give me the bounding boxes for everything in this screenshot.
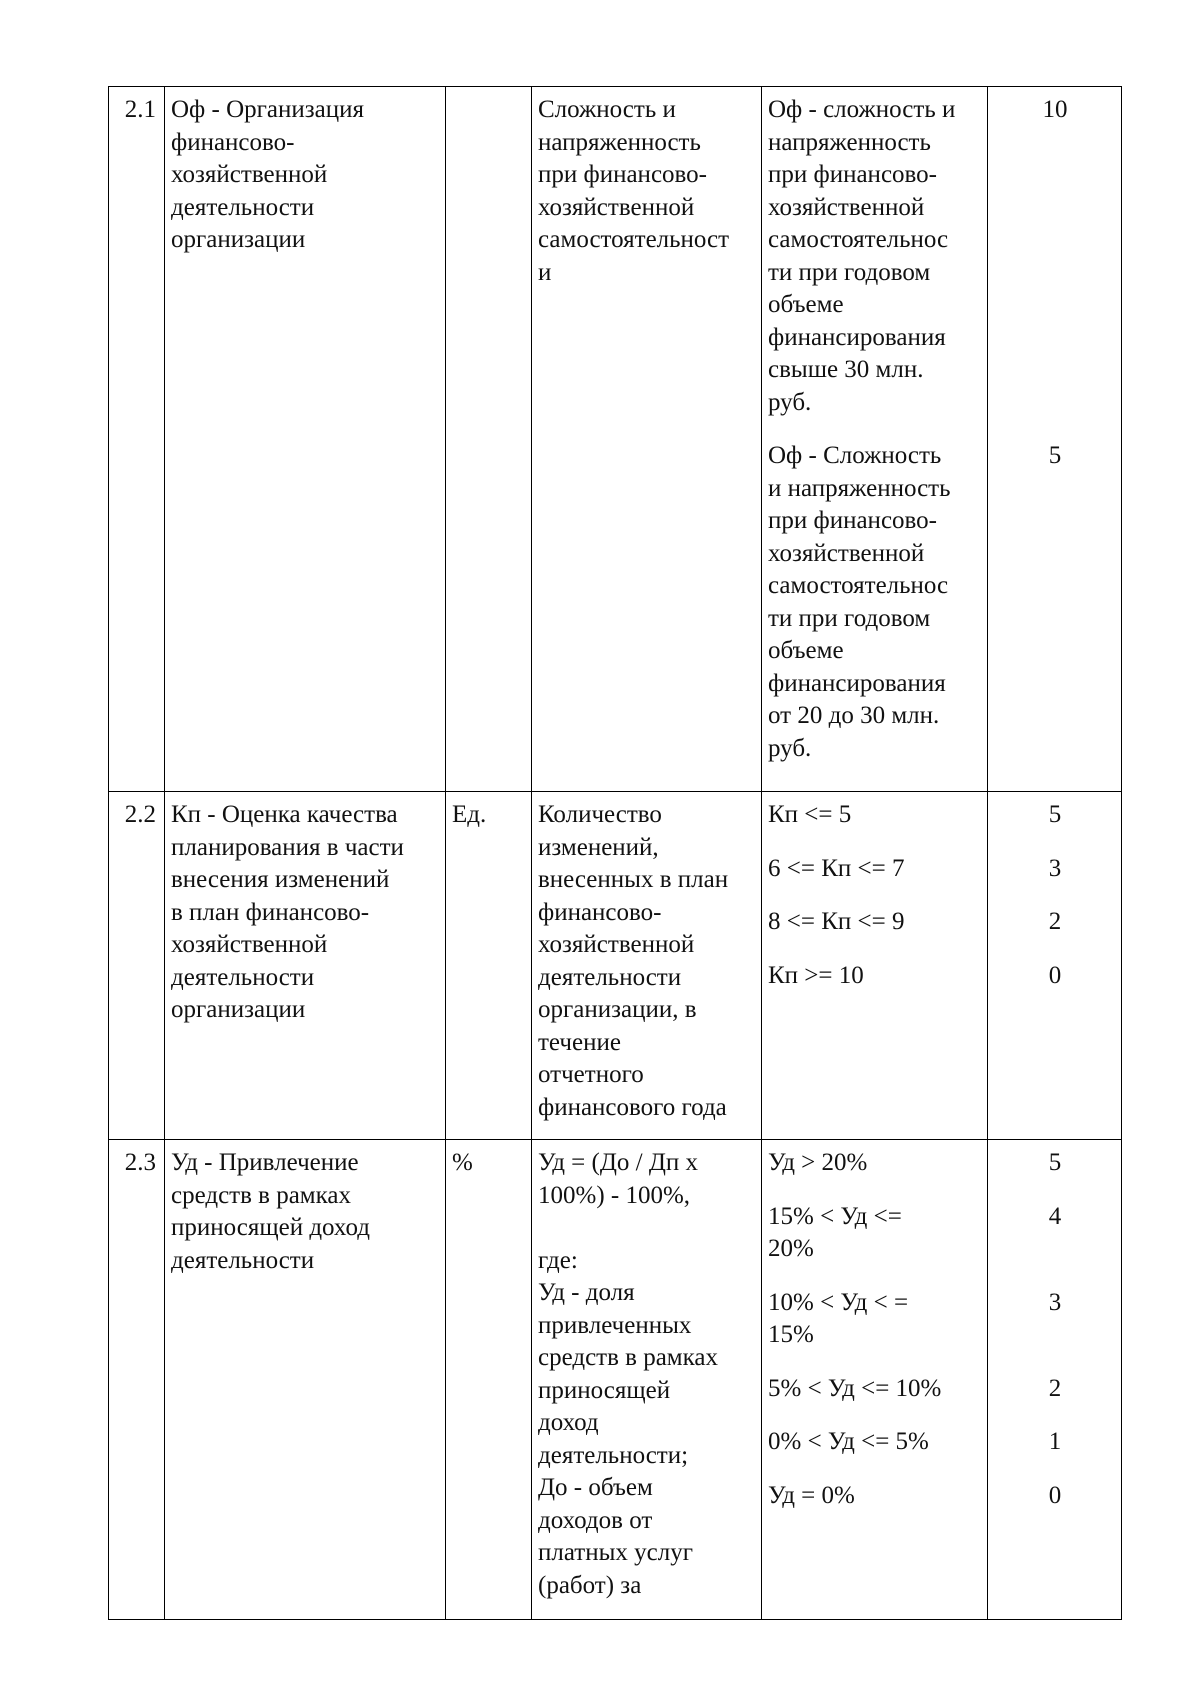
calculation-line: внесенных в план bbox=[538, 866, 729, 893]
condition-line: и напряженность bbox=[768, 474, 951, 502]
condition-line: самостоятельнос bbox=[768, 572, 949, 599]
calculation-line: Уд = (До / Дп x bbox=[538, 1149, 699, 1176]
indicator-name-line: организации bbox=[171, 226, 306, 253]
score-list bbox=[988, 1140, 1122, 1620]
calculation-line: платных услуг bbox=[538, 1539, 693, 1566]
indicator-name-line: в план финансово- bbox=[171, 898, 370, 926]
condition-item bbox=[768, 94, 982, 419]
indicator-name bbox=[165, 792, 446, 1140]
calculation-line: Количество bbox=[538, 801, 662, 828]
indicator-name-line: финансово- bbox=[171, 128, 295, 156]
table-row bbox=[109, 87, 1122, 792]
unit-of-measure: % bbox=[446, 1140, 532, 1620]
indicator-name-line: внесения изменений bbox=[171, 866, 390, 893]
calculation-description bbox=[532, 1140, 762, 1620]
calculation-description bbox=[532, 792, 762, 1140]
score-value: 2 bbox=[1048, 1374, 1062, 1402]
condition-item bbox=[768, 1373, 982, 1406]
condition-item bbox=[768, 1426, 982, 1459]
calculation-line: средств в рамках bbox=[538, 1344, 718, 1371]
indicator-name-line: деятельности bbox=[171, 963, 315, 991]
calculation-line: течение bbox=[538, 1028, 621, 1056]
condition-line: 5% < Уд <= 10% bbox=[768, 1374, 942, 1402]
condition-line: ти при годовом bbox=[768, 604, 931, 632]
score-list bbox=[988, 792, 1122, 1140]
score-value: 10 bbox=[1042, 96, 1068, 123]
condition-line: 8 <= Кп <= 9 bbox=[768, 908, 905, 935]
condition-line: свыше 30 млн. bbox=[768, 356, 924, 383]
score-list bbox=[988, 87, 1122, 792]
condition-line: 15% < Уд <= bbox=[768, 1202, 902, 1230]
calculation-line: хозяйственной bbox=[538, 193, 695, 221]
condition-item bbox=[768, 1201, 982, 1266]
calculation-line: Уд - доля bbox=[538, 1279, 635, 1306]
calculation-line bbox=[538, 1212, 756, 1245]
condition-line: хозяйственной bbox=[768, 539, 925, 567]
condition-item bbox=[768, 1480, 982, 1513]
indicator-name bbox=[165, 87, 446, 792]
condition-line: 15% bbox=[768, 1321, 814, 1348]
condition-line: Кп >= 10 bbox=[768, 961, 864, 989]
condition-item bbox=[768, 853, 982, 886]
calculation-line: Сложность и bbox=[538, 96, 676, 123]
condition-line: от 20 до 30 млн. bbox=[768, 702, 940, 729]
score-value: 2 bbox=[1048, 908, 1062, 935]
condition-line: Оф - сложность и bbox=[768, 96, 956, 123]
score-value: 4 bbox=[1048, 1202, 1062, 1230]
table-row bbox=[109, 792, 1122, 1140]
indicator-name-line: деятельности bbox=[171, 193, 315, 221]
unit-of-measure: Ед. bbox=[446, 792, 532, 1140]
indicator-name-line: Оф - Организация bbox=[171, 96, 364, 123]
calculation-line: приносящей bbox=[538, 1376, 671, 1404]
condition-line: Уд = 0% bbox=[768, 1481, 855, 1509]
calculation-line: финансового года bbox=[538, 1093, 727, 1121]
condition-line: объеме bbox=[768, 291, 844, 318]
condition-line: 6 <= Кп <= 7 bbox=[768, 854, 905, 882]
condition-line: Оф - Сложность bbox=[768, 442, 942, 469]
score-value: 5 bbox=[1048, 1149, 1062, 1176]
condition-list bbox=[762, 792, 988, 1140]
calculation-line: финансово- bbox=[538, 898, 662, 926]
calculation-line: 100%) - 100%, bbox=[538, 1181, 691, 1209]
row-number: 2.2 bbox=[109, 792, 165, 1140]
calculation-line: привлеченных bbox=[538, 1311, 692, 1339]
table-row bbox=[109, 1140, 1122, 1620]
calculation-line: организации, в bbox=[538, 996, 697, 1023]
score-value: 0 bbox=[1048, 1481, 1062, 1509]
calculation-line: деятельности; bbox=[538, 1441, 689, 1469]
score-value: 3 bbox=[1048, 854, 1062, 882]
table-body bbox=[109, 87, 1122, 1620]
indicator-name-line: Уд - Привлечение bbox=[171, 1149, 359, 1176]
indicator-name-line: деятельности bbox=[171, 1246, 315, 1274]
calculation-line: доход bbox=[538, 1409, 599, 1436]
condition-line: при финансово- bbox=[768, 507, 937, 534]
score-value: 5 bbox=[1048, 801, 1062, 828]
calculation-line: напряженность bbox=[538, 128, 701, 156]
condition-item bbox=[768, 440, 982, 765]
score-value: 3 bbox=[1048, 1288, 1062, 1316]
condition-item bbox=[768, 960, 982, 993]
calculation-line: деятельности bbox=[538, 963, 682, 991]
condition-line: напряженность bbox=[768, 128, 931, 156]
calculation-description bbox=[532, 87, 762, 792]
score-value: 5 bbox=[1048, 442, 1062, 469]
condition-line: ти при годовом bbox=[768, 258, 931, 286]
condition-line: хозяйственной bbox=[768, 193, 925, 221]
calculation-line: изменений, bbox=[538, 833, 659, 861]
indicator-name-line: организации bbox=[171, 996, 306, 1023]
condition-item bbox=[768, 1147, 982, 1180]
score-value: 0 bbox=[1048, 961, 1062, 989]
condition-line: 10% < Уд < = bbox=[768, 1288, 909, 1316]
condition-line: руб. bbox=[768, 388, 812, 416]
condition-list bbox=[762, 87, 988, 792]
calculation-line: самостоятельност bbox=[538, 226, 730, 253]
calculation-line: хозяйственной bbox=[538, 931, 695, 958]
indicator-name-line: средств в рамках bbox=[171, 1181, 351, 1209]
criteria-table bbox=[108, 86, 1122, 1620]
indicator-name-line: приносящей доход bbox=[171, 1214, 370, 1241]
condition-line: Уд > 20% bbox=[768, 1149, 868, 1176]
condition-line: финансирования bbox=[768, 669, 946, 697]
indicator-name bbox=[165, 1140, 446, 1620]
condition-line: объеме bbox=[768, 637, 844, 664]
unit-of-measure bbox=[446, 87, 532, 792]
indicator-name-line: хозяйственной bbox=[171, 931, 328, 958]
calculation-line: До - объем bbox=[538, 1474, 653, 1501]
condition-item bbox=[768, 906, 982, 939]
condition-item bbox=[768, 1287, 982, 1352]
indicator-name-line: Кп - Оценка качества bbox=[171, 801, 398, 828]
indicator-name-line: хозяйственной bbox=[171, 161, 328, 188]
condition-line: 0% < Уд <= 5% bbox=[768, 1428, 929, 1455]
calculation-line: и bbox=[538, 258, 552, 286]
condition-line: при финансово- bbox=[768, 161, 937, 188]
condition-line: самостоятельнос bbox=[768, 226, 949, 253]
calculation-line: (работ) за bbox=[538, 1571, 642, 1599]
calculation-line: где: bbox=[538, 1246, 578, 1274]
condition-line: Кп <= 5 bbox=[768, 801, 852, 828]
condition-line: финансирования bbox=[768, 323, 946, 351]
row-number: 2.1 bbox=[109, 87, 165, 792]
condition-list bbox=[762, 1140, 988, 1620]
calculation-line: доходов от bbox=[538, 1506, 653, 1534]
condition-item bbox=[768, 799, 982, 832]
calculation-line: при финансово- bbox=[538, 161, 707, 188]
row-number: 2.3 bbox=[109, 1140, 165, 1620]
score-value: 1 bbox=[1048, 1428, 1062, 1455]
condition-line: руб. bbox=[768, 734, 812, 762]
indicator-name-line: планирования в части bbox=[171, 833, 404, 861]
condition-line: 20% bbox=[768, 1235, 814, 1262]
calculation-line: отчетного bbox=[538, 1061, 644, 1088]
